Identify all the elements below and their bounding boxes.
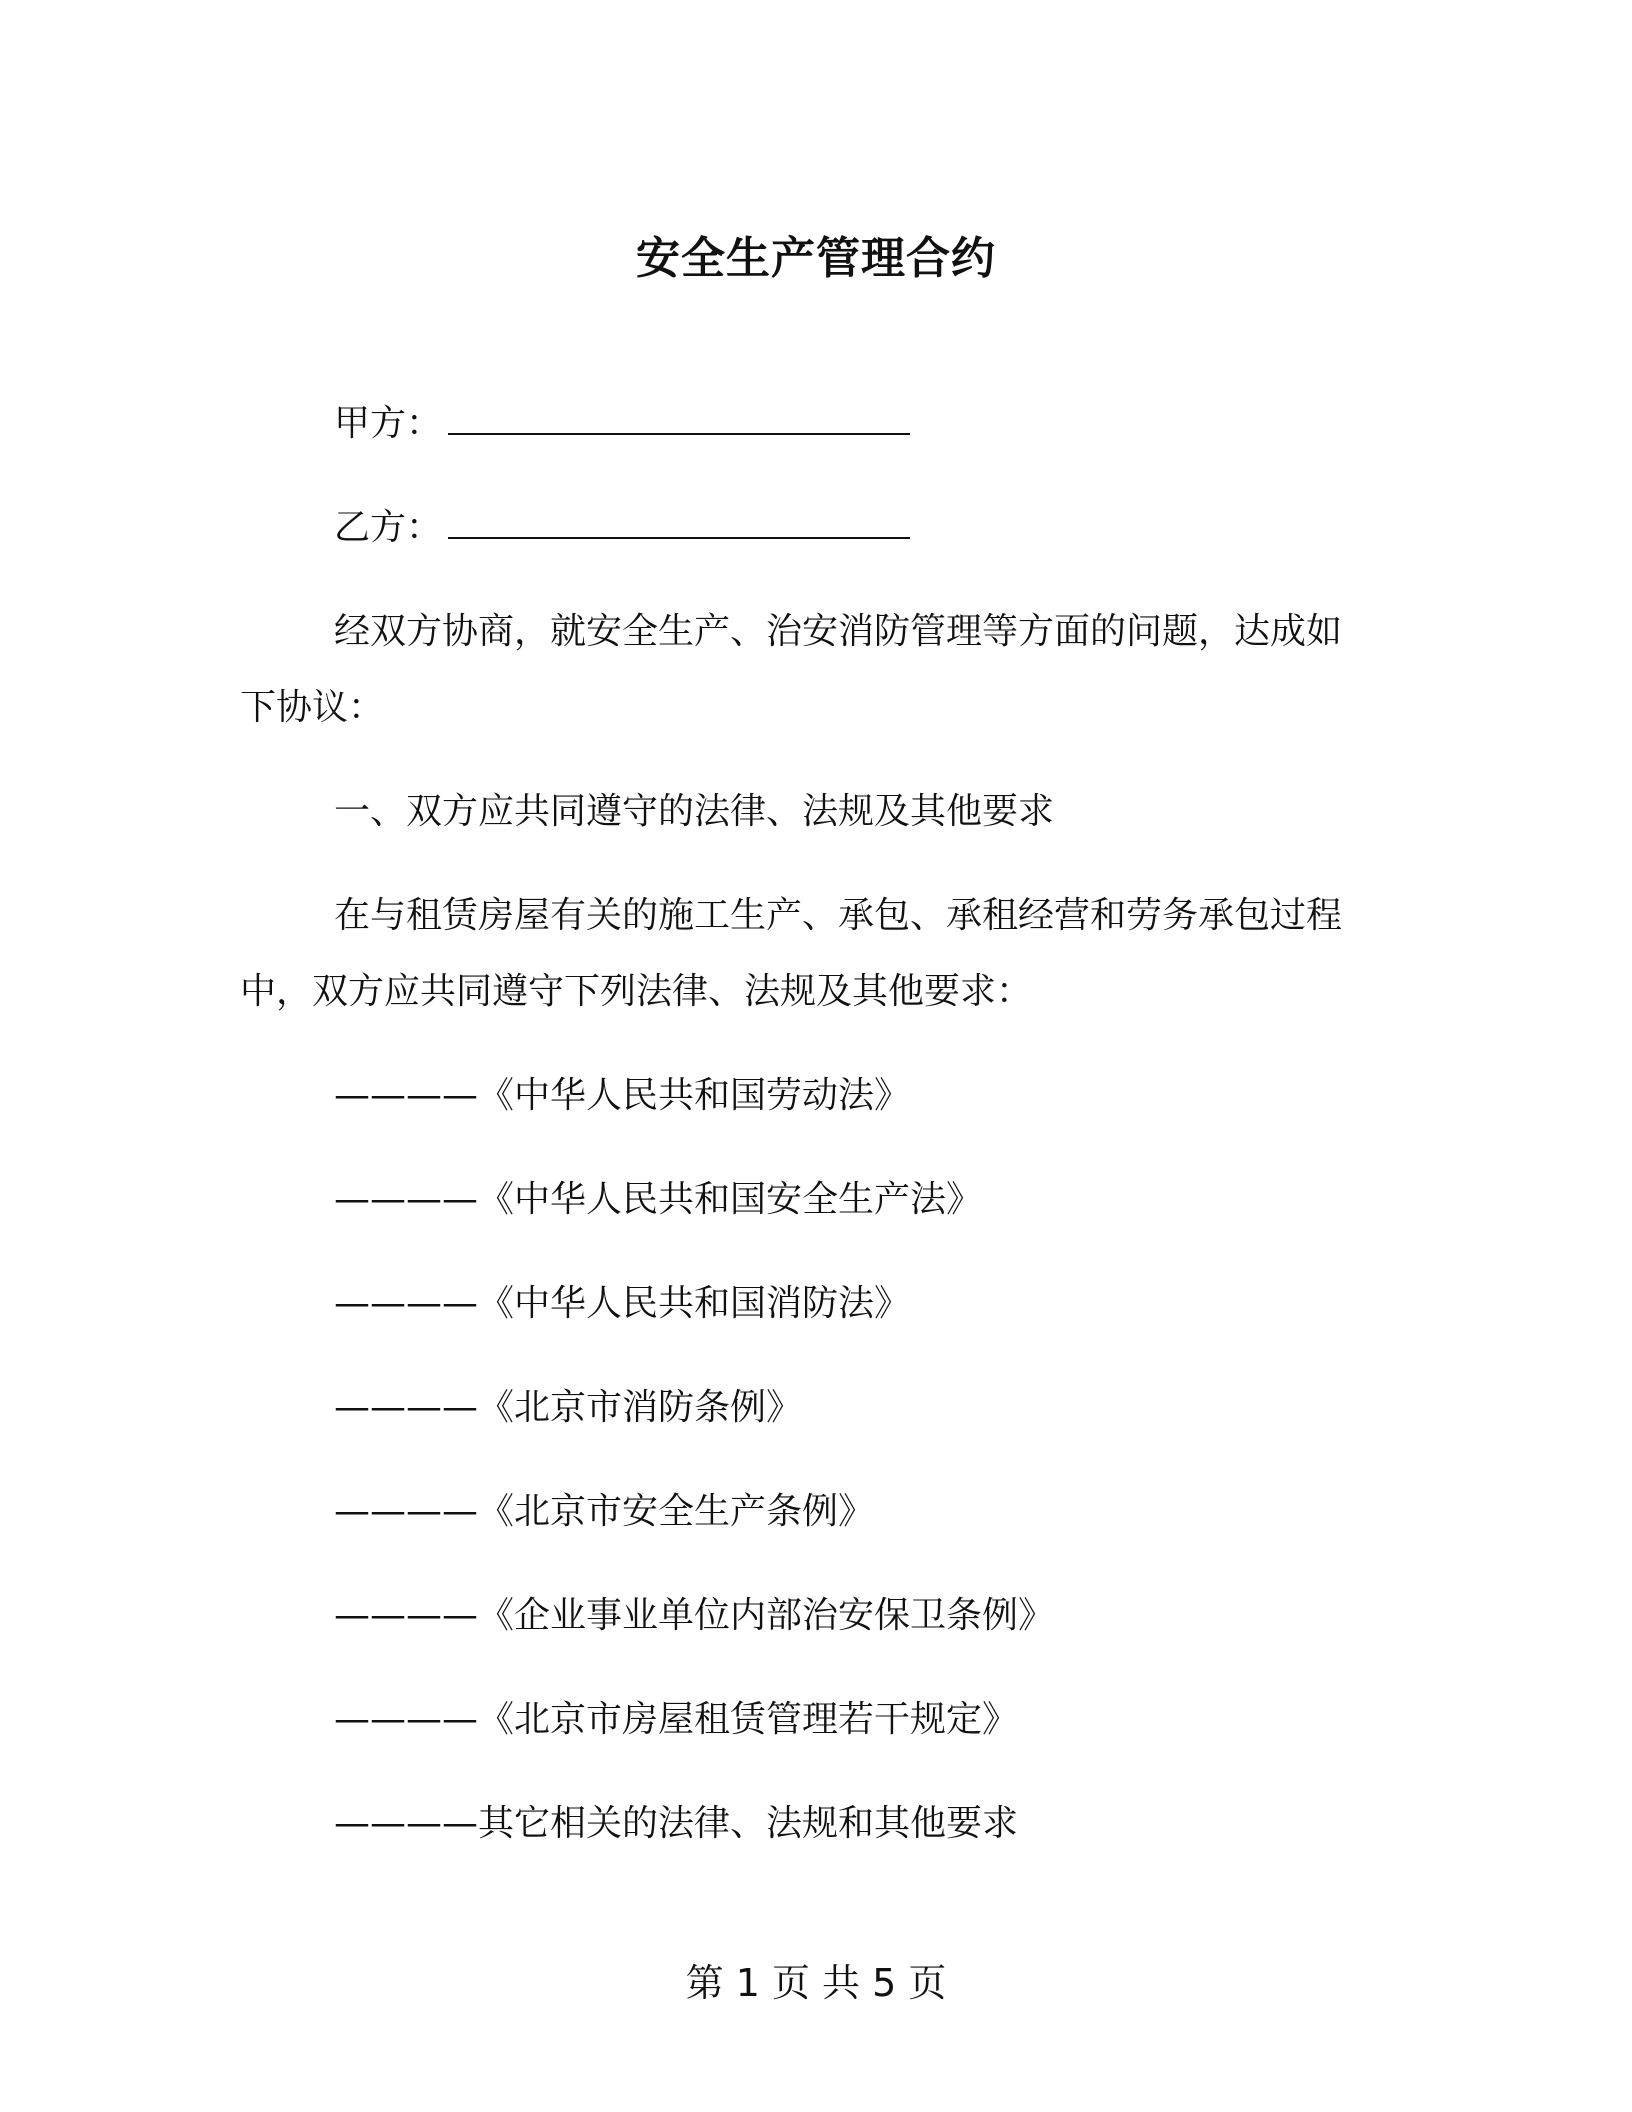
- party-a-label: 甲方：: [334, 403, 443, 444]
- document-title: 安全生产管理合约: [636, 233, 996, 284]
- law-item: [334, 1284, 910, 1324]
- law-dash: ————: [334, 1491, 478, 1532]
- law-item: [334, 1388, 802, 1428]
- intro-line-1: 经双方协商，就安全生产、治安消防管理等方面的问题，达成如: [334, 611, 1343, 652]
- party-b-blank: [448, 533, 910, 539]
- party-a-blank: [448, 429, 910, 435]
- intro-line-2: 下协议：: [240, 687, 385, 728]
- party-b-line: [334, 508, 910, 548]
- law-dash: ————: [334, 1387, 478, 1428]
- law-item: [334, 1180, 982, 1220]
- law-dash: ————: [334, 1595, 478, 1636]
- page-footer: 第 1 页 共 5 页: [685, 1961, 947, 2005]
- law-dash: ————: [334, 1803, 478, 1844]
- party-a-line: [334, 404, 910, 444]
- law-item: [334, 1076, 910, 1116]
- section1-heading: 一、双方应共同遵守的法律、法规及其他要求: [334, 791, 1055, 832]
- law-item: [334, 1492, 874, 1532]
- section1-para-line-1: 在与租赁房屋有关的施工生产、承包、承租经营和劳务承包过程: [334, 895, 1343, 936]
- law-item: [334, 1804, 1018, 1844]
- law-dash: ————: [334, 1699, 478, 1740]
- law-item: [334, 1596, 1054, 1636]
- law-text: 《中华人民共和国消防法》: [478, 1283, 911, 1324]
- law-text: 《中华人民共和国劳动法》: [478, 1075, 911, 1116]
- section1-para-line-2: 中，双方应共同遵守下列法律、法规及其他要求：: [240, 971, 1033, 1012]
- law-text: 《企业事业单位内部治安保卫条例》: [478, 1595, 1055, 1636]
- law-text: 《北京市安全生产条例》: [478, 1491, 875, 1532]
- law-dash: ————: [334, 1283, 478, 1324]
- law-text: 《北京市消防条例》: [478, 1387, 803, 1428]
- party-b-label: 乙方：: [334, 507, 443, 548]
- law-item: [334, 1700, 1018, 1740]
- law-text: 《中华人民共和国安全生产法》: [478, 1179, 983, 1220]
- law-dash: ————: [334, 1075, 478, 1116]
- law-dash: ————: [334, 1179, 478, 1220]
- law-text: 《北京市房屋租赁管理若干规定》: [478, 1699, 1019, 1740]
- law-text: 其它相关的法律、法规和其他要求: [478, 1803, 1019, 1844]
